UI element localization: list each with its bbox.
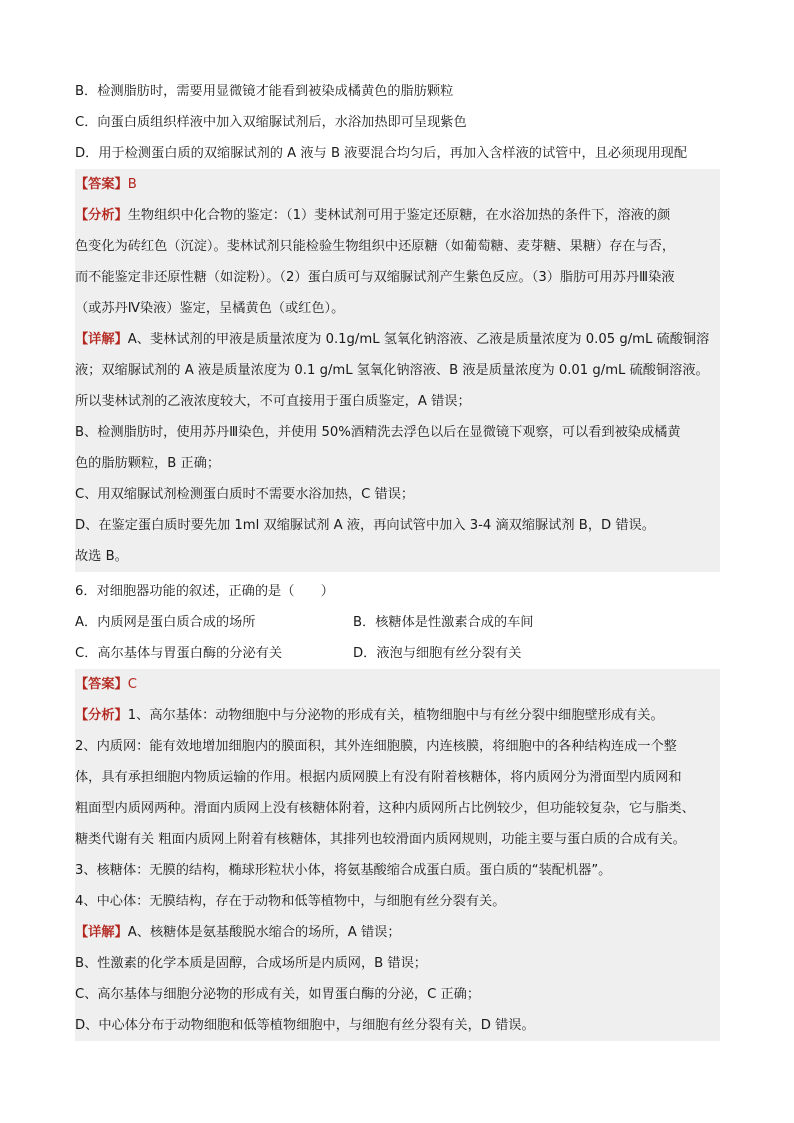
- q5-detail-line: 【详解】A、斐林试剂的甲液是质量浓度为 0.1g/mL 氢氧化钠溶液、乙液是质量浓度为 0.05 g/mL 硫酸铜溶: [75, 324, 720, 355]
- q6-stem: 6．对细胞器功能的叙述，正确的是（ ）: [75, 584, 334, 599]
- q6-detail-line: D、中心体分布于动物细胞和低等植物细胞中，与细胞有丝分裂有关，D 错误。: [75, 1010, 720, 1041]
- q5-option-b: B．检测脂肪时，需要用显微镜才能看到被染成橘黄色的脂肪颗粒: [75, 84, 454, 99]
- answer-value: C: [127, 677, 137, 692]
- q5-detail-line: C、用双缩脲试剂检测蛋白质时不需要水浴加热，C 错误；: [75, 479, 720, 510]
- q6-analysis-line: 3、核糖体：无膜的结构，椭球形粒状小体，将氨基酸缩合成蛋白质。蛋白质的“装配机器”。: [75, 855, 720, 886]
- q5-detail-line: 故选 B。: [75, 541, 720, 572]
- q5-analysis-line: 而不能鉴定非还原性糖（如淀粉）。（2）蛋白质可与双缩脲试剂产生紫色反应。（3）脂肪可用苏丹Ⅲ染液: [75, 262, 720, 293]
- q6-analysis-line: 4、中心体：无膜结构，存在于动物和低等植物中，与细胞有丝分裂有关。: [75, 886, 720, 917]
- q6-option-c: C．高尔基体与胃蛋白酶的分泌有关: [75, 646, 283, 661]
- answer-tag: 【答案】: [75, 177, 128, 192]
- q6-analysis-line: 糖类代谢有关 粗面内质网上附着有核糖体，其排列也较滑面内质网规则，功能主要与蛋白质的合成有关。: [75, 824, 720, 855]
- q6-option-d: D．液泡与细胞有丝分裂有关: [353, 646, 522, 661]
- q6-analysis-line: 体，具有承担细胞内物质运输的作用。根据内质网膜上有没有附着核糖体，将内质网分为滑面型内质网和: [75, 762, 720, 793]
- answer-value: B: [127, 177, 137, 192]
- q5-analysis-line: （或苏丹Ⅳ染液）鉴定，呈橘黄色（或红色）。: [75, 293, 720, 324]
- q6-option-b: B．核糖体是性激素合成的车间: [353, 615, 534, 630]
- q6-detail-line: 【详解】A、核糖体是氨基酸脱水缩合的场所，A 错误；: [75, 917, 720, 948]
- q6-detail-line: C、高尔基体与细胞分泌物的形成有关，如胃蛋白酶的分泌，C 正确；: [75, 979, 720, 1010]
- q6-options-row-2: [75, 638, 720, 669]
- answer-tag: 【答案】: [75, 677, 128, 692]
- detail-tag: 【详解】: [75, 332, 128, 347]
- q6-options-row-1: [75, 607, 720, 638]
- detail-tag: 【详解】: [75, 925, 128, 940]
- q5-detail-line: 所以斐林试剂的乙液浓度较大，不可直接用于蛋白质鉴定，A 错误；: [75, 386, 720, 417]
- q5-answer: [75, 169, 720, 200]
- q5-detail-line: B、检测脂肪时，使用苏丹Ⅲ染色，并使用 50%酒精洗去浮色以后在显微镜下观察，可以看到被染成橘黄: [75, 417, 720, 448]
- q5-analysis-line: 色变化为砖红色（沉淀）。斐林试剂只能检验生物组织中还原糖（如葡萄糖、麦芽糖、果糖）存在与否，: [75, 231, 720, 262]
- q6-analysis-line: 【分析】1、高尔基体：动物细胞中与分泌物的形成有关，植物细胞中与有丝分裂中细胞壁形成有关。: [75, 700, 720, 731]
- analysis-tag: 【分析】: [75, 708, 128, 723]
- analysis-tag: 【分析】: [75, 208, 128, 223]
- q6-answer: [75, 669, 720, 700]
- q6-analysis-line: 2、内质网：能有效地增加细胞内的膜面积，其外连细胞膜，内连核膜，将细胞中的各种结构连成一个整: [75, 731, 720, 762]
- q5-option-c: C．向蛋白质组织样液中加入双缩脲试剂后，水浴加热即可呈现紫色: [75, 115, 467, 130]
- q6-option-a: A．内质网是蛋白质合成的场所: [75, 615, 256, 630]
- q6-analysis-line: 粗面型内质网两种。滑面内质网上没有核糖体附着，这种内质网所占比例较少，但功能较复杂，它与脂类、: [75, 793, 720, 824]
- q5-detail-line: D、在鉴定蛋白质时要先加 1ml 双缩脲试剂 A 液，再向试管中加入 3-4 滴双缩脲试剂 B，D 错误。: [75, 510, 720, 541]
- q5-detail-line: 色的脂肪颗粒，B 正确；: [75, 448, 720, 479]
- q6-detail-line: B、性激素的化学本质是固醇，合成场所是内质网，B 错误；: [75, 948, 720, 979]
- q5-detail-line: 液；双缩脲试剂的 A 液是质量浓度为 0.1 g/mL 氢氧化钠溶液、B 液是质量浓度为 0.01 g/mL 硫酸铜溶液。: [75, 355, 720, 386]
- q5-analysis-line: 【分析】生物组织中化合物的鉴定：（1）斐林试剂可用于鉴定还原糖，在水浴加热的条件下，溶液的颜: [75, 200, 720, 231]
- q5-option-d: D．用于检测蛋白质的双缩脲试剂的 A 液与 B 液要混合均匀后，再加入含样液的试管中，且必须现用现配: [75, 146, 688, 161]
